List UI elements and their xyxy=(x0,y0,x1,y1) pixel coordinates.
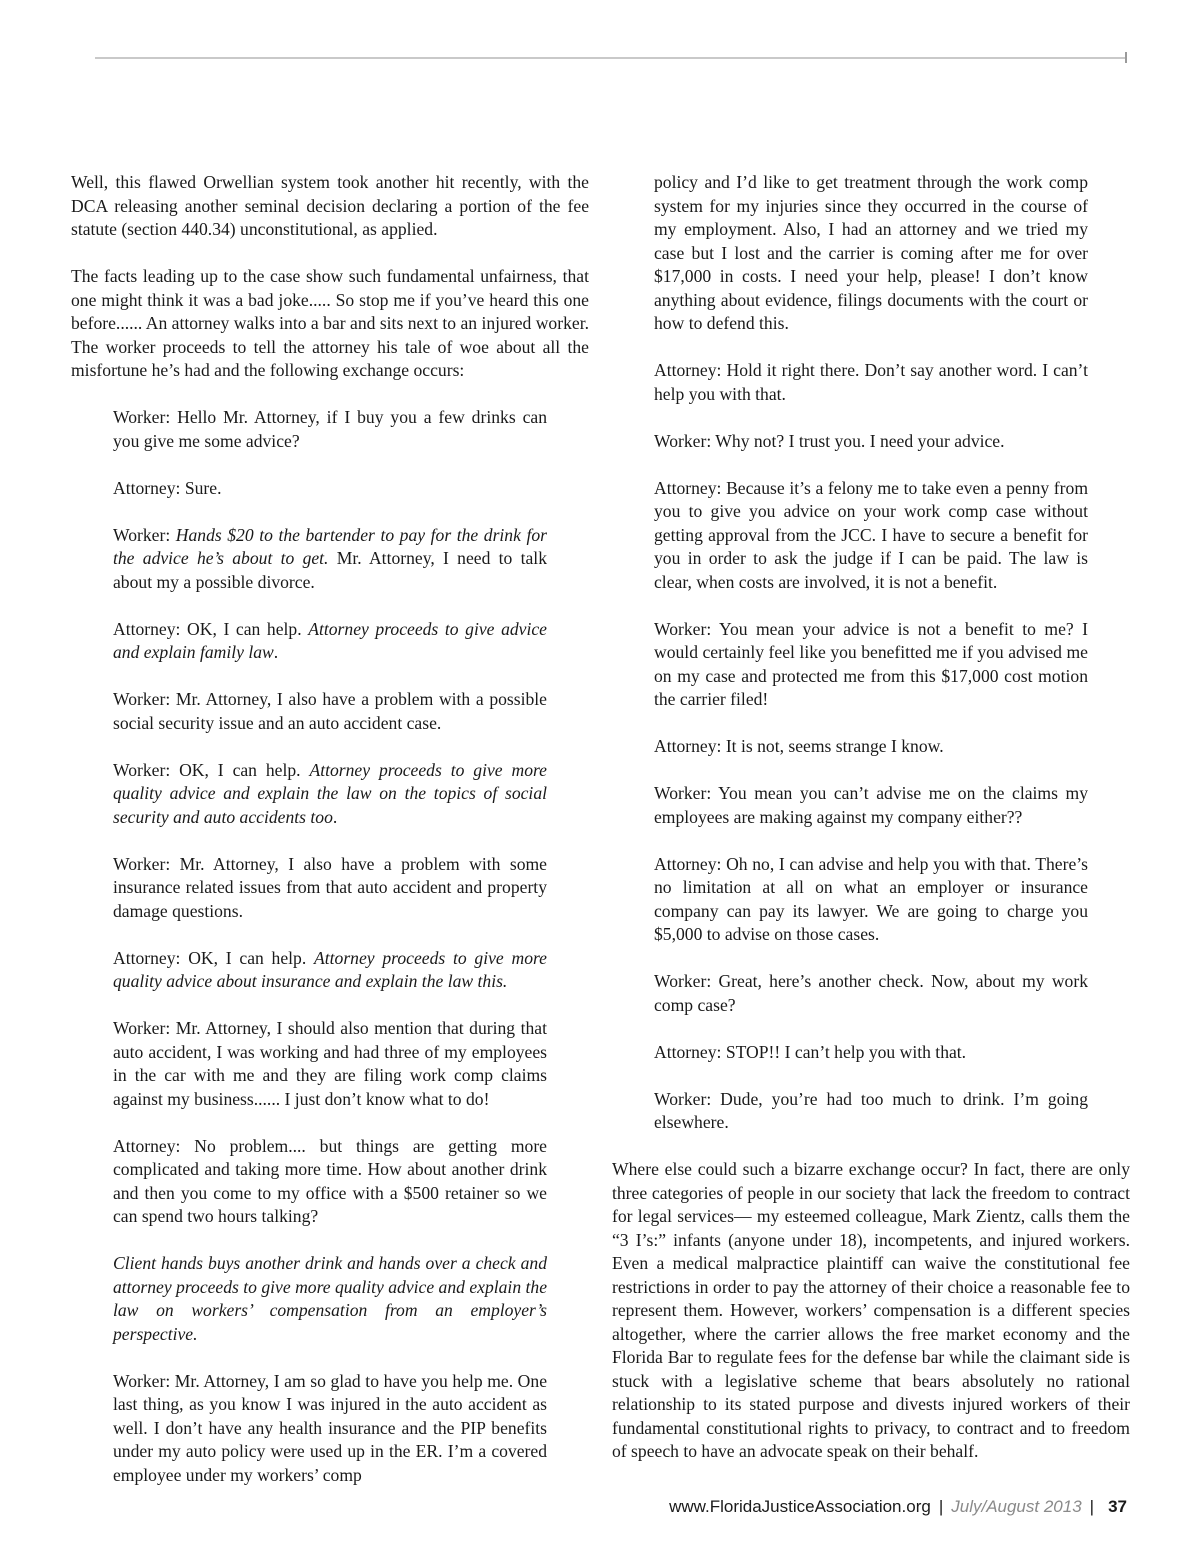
header-rule xyxy=(95,57,1125,59)
stage-direction-paragraph: Client hands buys another drink and hands over a check and attorney proceeds to give more quality advice and explain the law on workers’ compensation from an employer’s perspective. xyxy=(113,1253,548,1344)
dialogue-attorney-9: Attorney: STOP!! I can’t help you with that. xyxy=(654,1041,967,1062)
dialogue-worker-10: Worker: You mean you can’t advise me on the claims my employees are making against my company either?? xyxy=(654,783,1088,827)
speaker-text: Worker: OK, I can help. xyxy=(113,759,310,780)
dialogue-attorney-1: Attorney: Sure. xyxy=(113,477,222,498)
dialogue-worker-7-continued: policy and I’d like to get treatment through the work comp system for my injuries since they occurred in the course of my employment. Also, I had an attorney and we tried my case but I lost and the carrier is coming after me for over $17,000 in costs. I need your help, please! I don’t know anything about evidence, filings documents with the court or how to defend this. xyxy=(654,172,1088,333)
dialogue-attorney-6: Attorney: Because it’s a felony me to take even a penny from you to give you advice on your work comp case without getting approval from the JCC. I have to secure a benefit for you in order to ask the judge if I can be paid. The law is clear, when costs are involved, it is not a benefit. xyxy=(654,477,1088,592)
page-number: 37 xyxy=(1108,1497,1127,1516)
speaker-text: Attorney: OK, I can help. xyxy=(113,947,315,968)
dialogue-worker-4 xyxy=(113,759,547,830)
stage-direction: Attorney proceeds to give more quality advice about insurance and explain the law this. xyxy=(113,947,547,991)
right-column xyxy=(612,171,1130,1464)
dialogue-text: Mr. Attorney, I need to talk about my a possible divorce. xyxy=(113,548,547,592)
dialogue-worker-2 xyxy=(113,524,547,595)
footer-website-link[interactable]: www.FloridaJusticeAssociation.org xyxy=(669,1497,931,1516)
stage-direction: Attorney proceeds to give more quality advice and explain the law on the topics of social security and auto accidents too xyxy=(113,759,547,827)
intro-paragraph-2: The facts leading up to the case show such fundamental unfairness, that one might think it was a bad joke..... So stop me if you’ve heard this one before...... An attorney walks into a bar and sits next to an injured worker. The worker proceeds to tell the attorney his tale of woe about all the misfortune he’s had and the following exchange occurs: xyxy=(71,266,589,380)
dialogue-attorney-4: Attorney: No problem.... but things are getting more complicated and taking more time. How about another drink and then you come to my office with a $500 retainer so we can spend two hours talking? xyxy=(113,1135,547,1226)
page-footer xyxy=(669,1497,1127,1517)
closing-paragraph: Where else could such a bizarre exchange occur? In fact, there are only three categories of people in our society that lack the freedom to contract for legal services— my esteemed colleague, Mark Zientz, calls them the “3 I’s:” infants (anyone under 18), incompetents, and injured workers. Even a medical malpractice plaintiff can waive the constitutional fee restrictions in order to pay the attorney of their choice a reasonable fee to represent them. However, workers’ compensation is a different species altogether, where the carrier allows the free market economy and the Florida Bar to regulate fees for the defense bar while the claimant side is stuck with a legislative scheme that bears absolutely no rational relationship to its stated purpose and divests injured workers of their fundamental constitutional rights to privacy, to contract and to freedom of speech to have an advocate speak on their behalf. xyxy=(612,1159,1130,1461)
speaker-text: Worker: xyxy=(113,524,176,545)
dialogue-attorney-2 xyxy=(113,618,547,665)
stage-direction: Hands $20 to the bartender to pay for the drink for the advice he’s about to get. xyxy=(113,524,547,568)
dialogue-attorney-7: Attorney: It is not, seems strange I know. xyxy=(654,736,944,756)
dialogue-attorney-8: Attorney: Oh no, I can advise and help you with that. There’s no limitation at all on what an employer or insurance company can pay its lawyer. We are going to charge you $5,000 to advise on those cases. xyxy=(654,853,1088,944)
speaker-text: Attorney: OK, I can help. xyxy=(113,618,309,639)
dialogue-worker-1: Worker: Hello Mr. Attorney, if I buy you a few drinks can you give me some advice? xyxy=(113,407,547,451)
dialogue-worker-9: Worker: You mean your advice is not a benefit to me? I would certainly feel like you benefitted me if you advised me on my case and protected me from this $17,000 cost motion the carrier filed! xyxy=(654,618,1088,709)
dialogue-worker-5: Worker: Mr. Attorney, I also have a problem with some insurance related issues from that auto accident and property damage questions. xyxy=(113,853,547,921)
dialogue-worker-11: Worker: Great, here’s another check. Now, about my work comp case? xyxy=(654,971,1088,1015)
footer-issue-date: July/August 2013 xyxy=(951,1497,1082,1516)
footer-separator: | xyxy=(938,1497,944,1516)
dialogue-attorney-3 xyxy=(113,947,547,994)
stage-direction: Attorney proceeds to give advice and explain family law xyxy=(113,618,547,662)
header-rule-end-tick xyxy=(1125,52,1127,63)
dialogue-worker-12: Worker: Dude, you’re had too much to drink. I’m going elsewhere. xyxy=(654,1088,1088,1132)
dialogue-worker-6: Worker: Mr. Attorney, I should also mention that during that auto accident, I was working and had three of my employees in the car with me and they are filing work comp claims against my business...... I just don’t know what to do! xyxy=(113,1018,547,1109)
dialogue-worker-3: Worker: Mr. Attorney, I also have a problem with a possible social security issue and an auto accident case. xyxy=(113,689,547,733)
dialogue-text: . xyxy=(273,642,279,662)
dialogue-attorney-5: Attorney: Hold it right there. Don’t say another word. I can’t help you with that. xyxy=(654,360,1088,404)
footer-separator: | xyxy=(1089,1497,1095,1516)
left-column xyxy=(71,171,589,1487)
dialogue-text: . xyxy=(332,806,338,827)
dialogue-worker-7: Worker: Mr. Attorney, I am so glad to have you help me. One last thing, as you know I was injured in the auto accident as well. I don’t have any health insurance and the PIP benefits under my auto policy were used up in the ER. I’m a covered employee under my workers’ comp xyxy=(113,1370,547,1485)
dialogue-worker-8: Worker: Why not? I trust you. I need your advice. xyxy=(654,430,1005,451)
intro-paragraph-1: Well, this flawed Orwellian system took another hit recently, with the DCA releasing another seminal decision declaring a portion of the fee statute (section 440.34) unconstitutional, as applied. xyxy=(71,172,589,239)
